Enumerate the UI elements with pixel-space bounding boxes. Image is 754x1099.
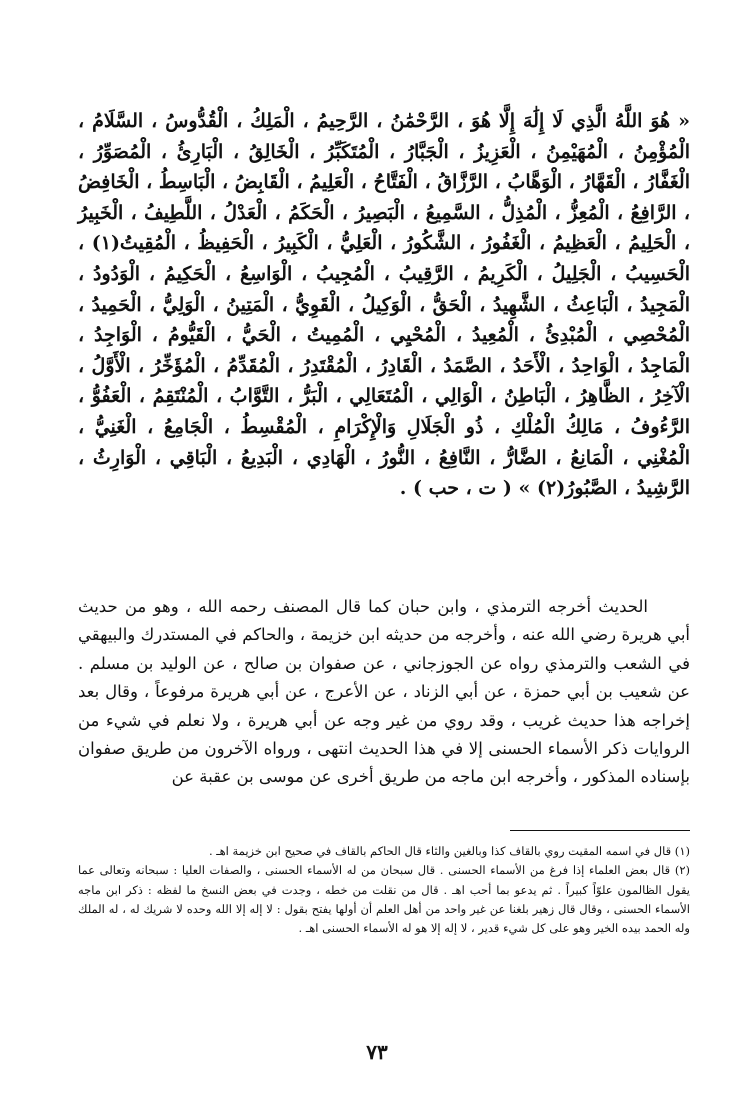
footnote-divider [510,830,690,831]
commentary-block [78,593,690,792]
hadith-block [78,106,690,504]
commentary-text: الحديث أخرجه الترمذي ، وابن حبان كما قال المصنف رحمه الله ، وهو من حديث أبي هريرة رضي الله عنه ، وأخرجه من حديثه ابن خزيمة ، والحاكم في المستدرك والبيهقي في الشعب والترمذي رواه عن الجوزجاني ، عن صفوان بن صالح ، عن الوليد بن مسلم . عن شعيب بن أبي حمزة ، عن أبي الزناد ، عن الأعرج ، عن أبي هريرة مرفوعاً ، وقال بعد إخراجه هذا حديث غريب ، وقد روي من غير وجه عن أبي هريرة ، ولا نعلم في شيء من الروايات ذكر الأسماء الحسنى إلا في هذا الحديث انتهى ، ورواه الآخرون من طريق صفوان بإسناده المذكور ، وأخرجه ابن ماجه من طريق أخرى عن موسى بن عقبة عن [78,597,690,787]
footnotes-block [78,842,690,938]
footnote-1: (١) قال في اسمه المقيت روي بالقاف كذا وبالغين والثاء قال الحاكم بالقاف في صحيح ابن خزيمة اهـ . [208,844,690,858]
page-number: ٧٣ [366,1040,388,1064]
hadith-text: « هُوَ اللَّهُ الَّذِي لَا إِلَٰهَ إِلَّا هُوَ ، الرَّحْمَٰنُ ، الرَّحِيمُ ، الْمَلِكُ ، الْقُدُّوسُ ، السَّلَامُ ، الْمُؤْمِنُ ، الْمُهَيْمِنُ ، الْعَزِيزُ ، الْجَبَّارُ ، الْمُتَكَبِّرُ ، الْخَالِقُ ، الْبَارِئُ ، الْمُصَوِّرُ ، الْغَفَّارُ ، الْقَهَّارُ ، الْوَهَّابُ ، الرَّزَّاقُ ، الْفَتَّاحُ ، الْعَلِيمُ ، الْقَابِضُ ، الْبَاسِطُ ، الْخَافِضُ ، الرَّافِعُ ، الْمُعِزُّ ، الْمُذِلُّ ، السَّمِيعُ ، الْبَصِيرُ ، الْحَكَمُ ، الْعَدْلُ ، اللَّطِيفُ ، الْخَبِيرُ ، الْحَلِيمُ ، الْعَظِيمُ ، الْغَفُورُ ، الشَّكُورُ ، الْعَلِيُّ ، الْكَبِيرُ ، الْحَفِيظُ ، الْمُقِيتُ(١) ، الْحَسِيبُ ، الْجَلِيلُ ، الْكَرِيمُ ، الرَّقِيبُ ، الْمُجِيبُ ، الْوَاسِعُ ، الْحَكِيمُ ، الْوَدُودُ ، الْمَجِيدُ ، الْبَاعِثُ ، الشَّهِيدُ ، الْحَقُّ ، الْوَكِيلُ ، الْقَوِيُّ ، الْمَتِينُ ، الْوَلِيُّ ، الْحَمِيدُ ، الْمُحْصِي ، الْمُبْدِئُ ، الْمُعِيدُ ، الْمُحْيِي ، الْمُمِيتُ ، الْحَيُّ ، الْقَيُّومُ ، الْوَاجِدُ ، الْمَاجِدُ ، الْوَاحِدُ ، الْأَحَدُ ، الصَّمَدُ ، الْقَادِرُ ، الْمُقْتَدِرُ ، الْمُقَدِّمُ ، الْمُؤَخِّرُ ، الْأَوَّلُ ، الْآخِرُ ، الظَّاهِرُ ، الْبَاطِنُ ، الْوَالِي ، الْمُتَعَالِي ، الْبَرُّ ، التَّوَّابُ ، الْمُنْتَقِمُ ، الْعَفُوُّ ، الرَّءُوفُ ، مَالِكُ الْمُلْكِ ، ذُو الْجَلَالِ وَالْإِكْرَامِ ، الْمُقْسِطُ ، الْجَامِعُ ، الْغَنِيُّ ، الْمُغْنِي ، الْمَانِعُ ، الضَّارُّ ، النَّافِعُ ، النُّورُ ، الْهَادِي ، الْبَدِيعُ ، الْبَاقِي ، الْوَارِثُ ، الرَّشِيدُ ، الصَّبُورُ(٢) » ( ت ، حب ) . [78,110,690,500]
footnote-2: (٢) قال بعض العلماء إذا فرغ من الأسماء الحسنى . قال سبحان من له الأسماء الحسنى ، والصفات العليا : سبحانه وتعالى عما يقول الظالمون علوّاً كبيراً . ثم يدعو بما أحب اهـ . قال من نقلت من خطه ، وجدت في بعض النسخ ما لفظه : ذكر ابن ماجه الأسماء الحسنى ، وقال قال زهير بلغنا عن غير واحد من أهل العلم أن أولها يفتح بقول : لا إله إلا الله وحده لا شريك له ، له الملك وله الحمد بيده الخير وهو على كل شيء قدير ، لا إله إلا هو له الأسماء الحسنى اهـ . [78,863,690,936]
